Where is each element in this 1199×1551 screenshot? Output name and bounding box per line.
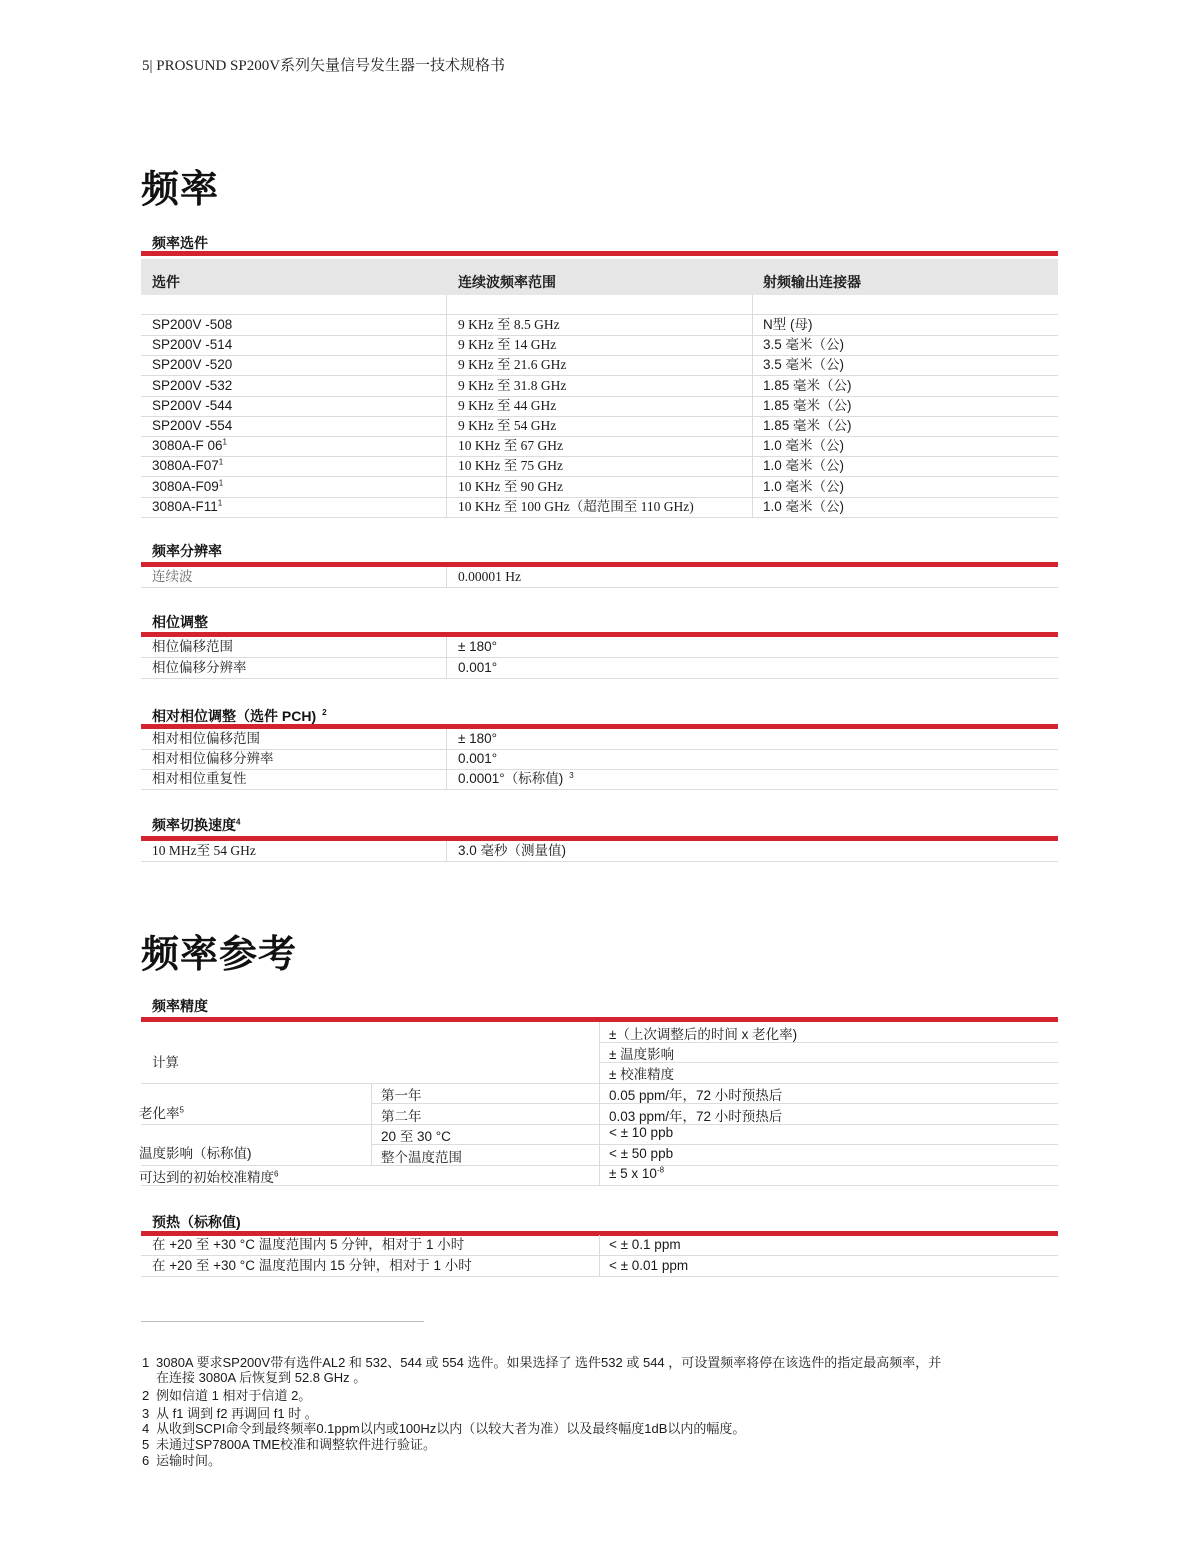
rel-phase-label: 相对相位偏移范围: [152, 731, 260, 746]
option-range: 10 KHz 至 75 GHz: [458, 458, 563, 473]
aging-period: 第二年: [381, 1109, 422, 1124]
initial-accuracy-label: 可达到的初始校准精度$^6$: [139, 1169, 279, 1185]
warmup-value: < ± 0.1 ppm: [609, 1237, 681, 1252]
option-connector: 1.85 毫米（公): [763, 398, 852, 413]
warmup-row: [141, 1235, 1058, 1256]
option-range: 9 KHz 至 8.5 GHz: [458, 317, 560, 332]
footnote: [142, 1385, 311, 1404]
section-title-frequency-reference: 频率参考: [141, 934, 298, 976]
footnote-number: 3: [142, 1406, 150, 1421]
calc-value: ± 温度影响: [609, 1047, 675, 1062]
option-range: 10 KHz 至 100 GHz（超范围至 110 GHz): [458, 499, 694, 514]
footnote-rule: [141, 1321, 424, 1322]
footnote-number: 6: [142, 1453, 150, 1468]
rel-phase-value: ± 180°: [458, 731, 498, 746]
options-blank-row: [141, 295, 1058, 315]
phase-row: [141, 637, 1058, 658]
rel-phase-row: [141, 769, 1058, 790]
options-table-header: [141, 259, 1058, 295]
header-cw-range: 连续波频率范围: [458, 274, 556, 290]
calc-label: 计算: [152, 1055, 179, 1070]
option-row: [141, 335, 1058, 356]
footnote-ref: 1: [217, 498, 223, 508]
option-name: SP200V -554: [152, 418, 233, 433]
rel-phase-row: [141, 729, 1058, 750]
option-range: 9 KHz 至 54 GHz: [458, 418, 557, 433]
option-row: [141, 355, 1058, 376]
option-name-cell: [152, 456, 223, 476]
phase-title: 相位调整: [152, 614, 208, 630]
option-connector: 3.5 毫米（公): [763, 337, 845, 352]
accuracy-title: 频率精度: [152, 998, 208, 1014]
warmup-value: < ± 0.01 ppm: [609, 1258, 689, 1273]
calc-value: ±（上次调整后的时间 x 老化率): [609, 1027, 798, 1042]
option-range: 9 KHz 至 31.8 GHz: [458, 378, 567, 393]
aging-period: 第一年: [381, 1088, 422, 1103]
warmup-label: 在 +20 至 +30 °C 温度范围内 5 分钟，相对于 1 小时: [152, 1237, 465, 1252]
option-connector: N型 (母): [763, 317, 813, 332]
section-title-frequency: 频率: [141, 169, 220, 211]
option-range: 9 KHz 至 14 GHz: [458, 337, 557, 352]
header-rf-connector: 射频输出连接器: [763, 274, 861, 290]
aging-value: 0.03 ppm/年，72 小时预热后: [609, 1109, 783, 1124]
option-row: [141, 456, 1058, 477]
option-connector: 1.0 毫米（公): [763, 438, 845, 453]
rel-phase-label: 相对相位重复性: [152, 771, 247, 786]
aging-value: 0.05 ppm/年，72 小时预热后: [609, 1088, 783, 1103]
footnote-text: 从 f1 调到 f2 再调回 f1 时 。: [156, 1406, 318, 1421]
footnote-text: 在连接 3080A 后恢复到 52.8 GHz 。: [156, 1370, 367, 1385]
footnote: [142, 1450, 221, 1469]
calc-value: ± 校准精度: [609, 1067, 675, 1082]
option-name: SP200V -532: [152, 378, 233, 393]
phase-value: ± 180°: [458, 639, 498, 654]
warmup-label: 在 +20 至 +30 °C 温度范围内 15 分钟，相对于 1 小时: [152, 1258, 472, 1273]
rel-phase-value: 0.001°: [458, 751, 498, 766]
option-name-cell: [152, 477, 223, 497]
option-row: [141, 436, 1058, 457]
temp-range: 20 至 30 °C: [381, 1129, 451, 1144]
phase-value: 0.001°: [458, 660, 498, 675]
rel-phase-value: 0.0001°（标称值) $^3$: [458, 770, 574, 786]
rel-phase-title: 相对相位调整（选件 PCH) $^2$: [152, 708, 327, 724]
option-range: 9 KHz 至 21.6 GHz: [458, 357, 567, 372]
option-connector: 1.85 毫米（公): [763, 418, 852, 433]
footnote-text: 未通过SP7800A TME校准和调整软件进行验证。: [156, 1437, 437, 1452]
options-table-title: 频率选件: [152, 235, 208, 251]
option-row: [141, 315, 1058, 336]
footnote-ref: 1: [218, 457, 224, 467]
aging-label: 老化率$^5$: [139, 1105, 184, 1121]
option-row: [141, 376, 1058, 397]
option-name: 3080A-F09: [152, 479, 219, 494]
option-name: SP200V -520: [152, 357, 233, 372]
temp-value: < ± 50 ppb: [609, 1146, 674, 1161]
option-name: 3080A-F11: [152, 499, 218, 514]
option-connector: 1.85 毫米（公): [763, 378, 852, 393]
footnote-text: 3080A 要求SP200V带有选件AL2 和 532、544 或 554 选件。如果选择了 选件532 或 544 ，可设置频率将停在该选件的指定最高频率，并: [156, 1355, 942, 1370]
option-connector: 1.0 毫米（公): [763, 458, 845, 473]
rel-phase-label: 相对相位偏移分辨率: [152, 751, 274, 766]
option-connector: 3.5 毫米（公): [763, 357, 845, 372]
options-red-bar: [141, 251, 1058, 256]
option-name: SP200V -514: [152, 337, 233, 352]
option-range: 9 KHz 至 44 GHz: [458, 398, 557, 413]
option-connector: 1.0 毫米（公): [763, 479, 845, 494]
option-name: 3080A-F07: [152, 458, 219, 473]
footnote-number: 1: [142, 1355, 150, 1370]
footnote-text: 从收到SCPI命令到最终频率0.1ppm以内或100Hz以内（以较大者为准）以及最终幅度1dB以内的幅度。: [156, 1421, 746, 1436]
temp-label: 温度影响（标称值): [139, 1146, 252, 1161]
option-name-cell: [152, 436, 227, 456]
phase-label: 相位偏移分辨率: [152, 660, 247, 675]
switching-row: [141, 841, 1058, 862]
temp-value: < ± 10 ppb: [609, 1125, 674, 1140]
footnote-number: 5: [142, 1437, 150, 1452]
resolution-title: 频率分辨率: [152, 543, 222, 559]
switching-title: 频率切换速度$^4$: [152, 817, 241, 833]
switching-value: 3.0 毫秒（测量值): [458, 843, 567, 858]
accuracy-table: [141, 1022, 1058, 1186]
phase-row: [141, 658, 1058, 679]
resolution-value: 0.00001 Hz: [458, 569, 521, 584]
option-row: [141, 497, 1058, 518]
option-connector: 1.0 毫米（公): [763, 499, 845, 514]
rel-phase-row: [141, 749, 1058, 770]
option-range: 10 KHz 至 90 GHz: [458, 479, 563, 494]
option-name-cell: [152, 497, 222, 517]
option-row: [141, 477, 1058, 498]
option-name: 3080A-F 06: [152, 438, 223, 453]
footnote-text: 例如信道 1 相对于信道 2。: [156, 1388, 312, 1403]
option-range: 10 KHz 至 67 GHz: [458, 438, 563, 453]
option-row: [141, 396, 1058, 417]
footnote-number: 2: [142, 1388, 150, 1403]
resolution-label: 连续波: [152, 569, 193, 584]
option-row: [141, 416, 1058, 437]
switching-label: 10 MHz至 54 GHz: [152, 843, 256, 858]
warmup-title: 预热（标称值): [152, 1214, 241, 1230]
temp-range: 整个温度范围: [381, 1150, 462, 1165]
header-option: 选件: [152, 274, 180, 290]
footnote-ref: 1: [222, 437, 227, 447]
warmup-row: [141, 1256, 1058, 1277]
phase-label: 相位偏移范围: [152, 639, 233, 654]
footnote-text: 运输时间。: [156, 1453, 222, 1468]
page-header: 5| PROSUND SP200V系列矢量信号发生器一技术规格书: [142, 58, 506, 74]
option-name: SP200V -508: [152, 317, 233, 332]
footnote: [156, 1367, 366, 1386]
footnote-ref: 1: [218, 478, 224, 488]
option-name: SP200V -544: [152, 398, 233, 413]
footnote-number: 4: [142, 1421, 150, 1436]
resolution-row: [141, 567, 1058, 588]
initial-accuracy-value: ± 5 x $10^{-8}$: [609, 1165, 665, 1181]
